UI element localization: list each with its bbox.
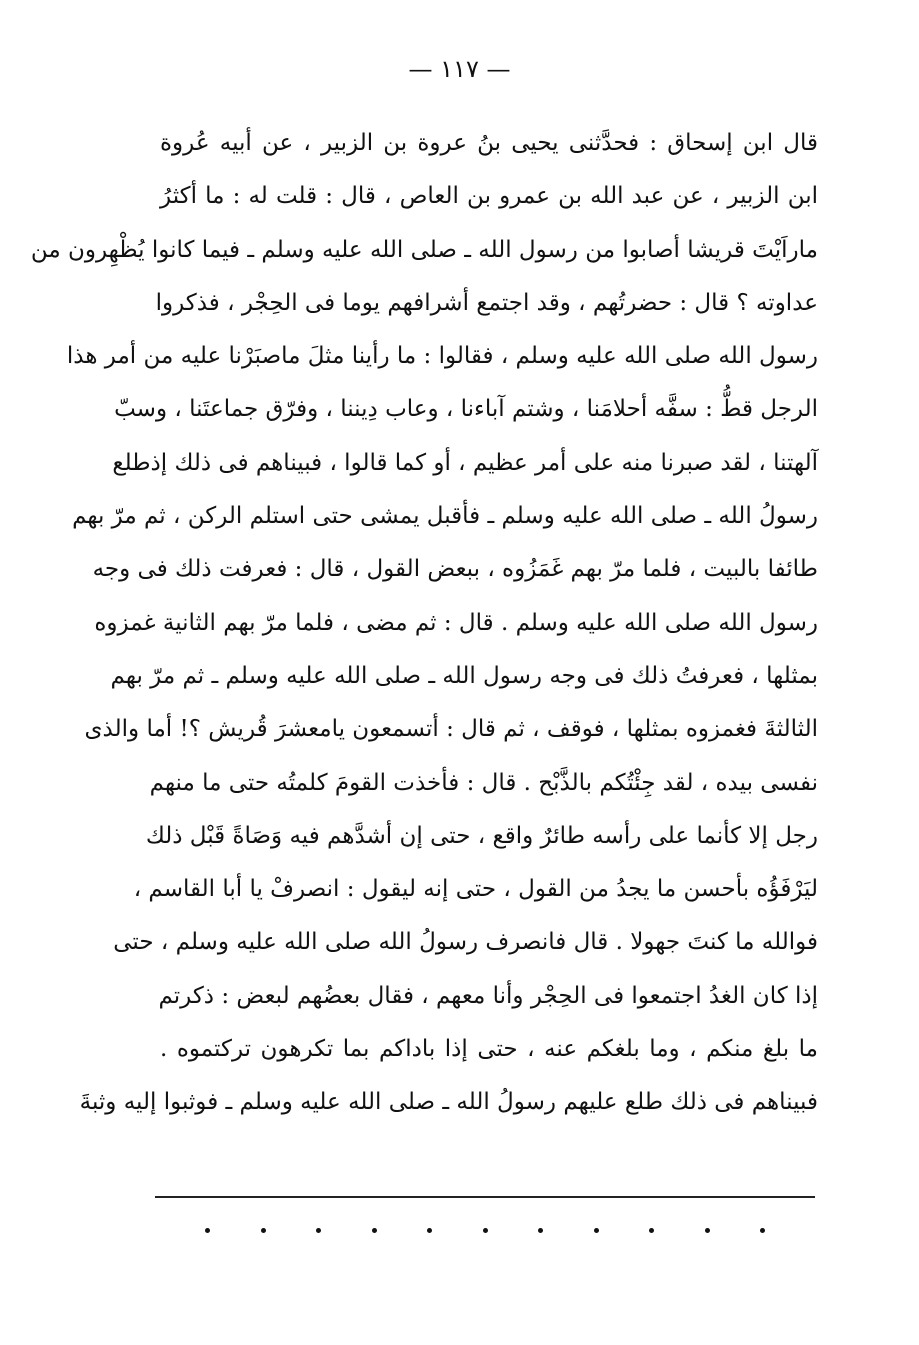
text-line: الثالثةَ فغمزوه بمثلها ، فوقف ، ثم قال : أتسمعون يامعشرَ قُريش ؟! أما والذى [84, 716, 818, 743]
text-line: ماراَيْتَ قريشا أصابوا من رسول الله ـ صلى الله عليه وسلم ـ فيما كانوا يُظْهِرون من [30, 236, 818, 263]
text-line: آلهتنا ، لقد صبرنا منه على أمر عظيم ، أو كما قالوا ، فبيناهم فى ذلك إذطلع [112, 449, 818, 476]
footnote-rule [155, 1196, 815, 1198]
text-line: طائفا بالبيت ، فلما مرّ بهم غَمَزُوه ، ببعض القول ، قال : فعرفت ذلك فى وجه [92, 556, 818, 583]
text-line: قال ابن إسحاق : فحدَّثنى يحيى بنُ عروة بن الزبير ، عن أبيه عُروة [160, 130, 818, 156]
text-line: عداوته ؟ قال : حضرتُهم ، وقد اجتمع أشرافهم يوما فى الحِجْر ، فذكروا [155, 289, 818, 316]
text-line: فبيناهم فى ذلك طلع عليهم رسولُ الله ـ صلى الله عليه وسلم ـ فوثبوا إليه وثبةَ [79, 1089, 818, 1116]
page-number: — ١١٧ — [408, 55, 511, 83]
footnote-dot [594, 1228, 599, 1233]
text-line: رسول الله صلى الله عليه وسلم ، فقالوا : ما رأينا مثلَ ماصبَرْنا عليه من أمر هذا [66, 343, 818, 370]
footnote-dot [205, 1228, 210, 1233]
text-line: الرجل قطُّ : سفَّه أحلامَنا ، وشتم آباءنا ، وعاب دِيننا ، وفرّق جماعتَنا ، وسبّ [114, 396, 818, 423]
text-line: ما بلغ منكم ، وما بلغكم عنه ، حتى إذا باداكم بما تكرهون تركتموه . [160, 1036, 818, 1063]
text-line: نفسى بيده ، لقد جِئْتُكم بالذَّبْح . قال : فأخذت القومَ كلمتُه حتى ما منهم [149, 769, 818, 796]
footnote-dot [261, 1228, 266, 1233]
footnote-dot [705, 1228, 710, 1233]
text-line: ابن الزبير ، عن عبد الله بن عمرو بن العاص ، قال : قلت له : ما أكثرُ [160, 183, 818, 210]
footnote-dot [760, 1228, 765, 1233]
text-line: إذا كان الغدُ اجتمعوا فى الحِجْر وأنا معهم ، فقال بعضُهم لبعض : ذكرتم [158, 982, 818, 1009]
footnote-dot [372, 1228, 377, 1233]
text-line: رسولُ الله ـ صلى الله عليه وسلم ـ فأقبل يمشى حتى استلم الركن ، ثم مرّ بهم [72, 503, 818, 530]
text-line: رسول الله صلى الله عليه وسلم . قال : ثم مضى ، فلما مرّ بهم الثانية غمزوه [94, 609, 818, 636]
footnote-dot [427, 1228, 432, 1233]
footnote-dot [649, 1228, 654, 1233]
text-line: رجل إلا كأنما على رأسه طائرٌ واقع ، حتى إن أشدَّهم فيه وَصَاةً قَبْل ذلك [145, 822, 818, 849]
text-line: ليَرْفَؤُه بأحسن ما يجدُ من القول ، حتى إنه ليقول : انصرفْ يا أبا القاسم ، [133, 876, 818, 903]
footnote-dot [538, 1228, 543, 1233]
footnote-dot [316, 1228, 321, 1233]
text-line: فوالله ما كنتَ جهولا . قال فانصرف رسولُ الله صلى الله عليه وسلم ، حتى [113, 929, 818, 956]
body-text [30, 117, 818, 1130]
footnote-dot [483, 1228, 488, 1233]
text-line: بمثلها ، فعرفتُ ذلك فى وجه رسول الله ـ صلى الله عليه وسلم ـ ثم مرّ بهم [110, 662, 818, 689]
footnote-dots [205, 1218, 765, 1233]
